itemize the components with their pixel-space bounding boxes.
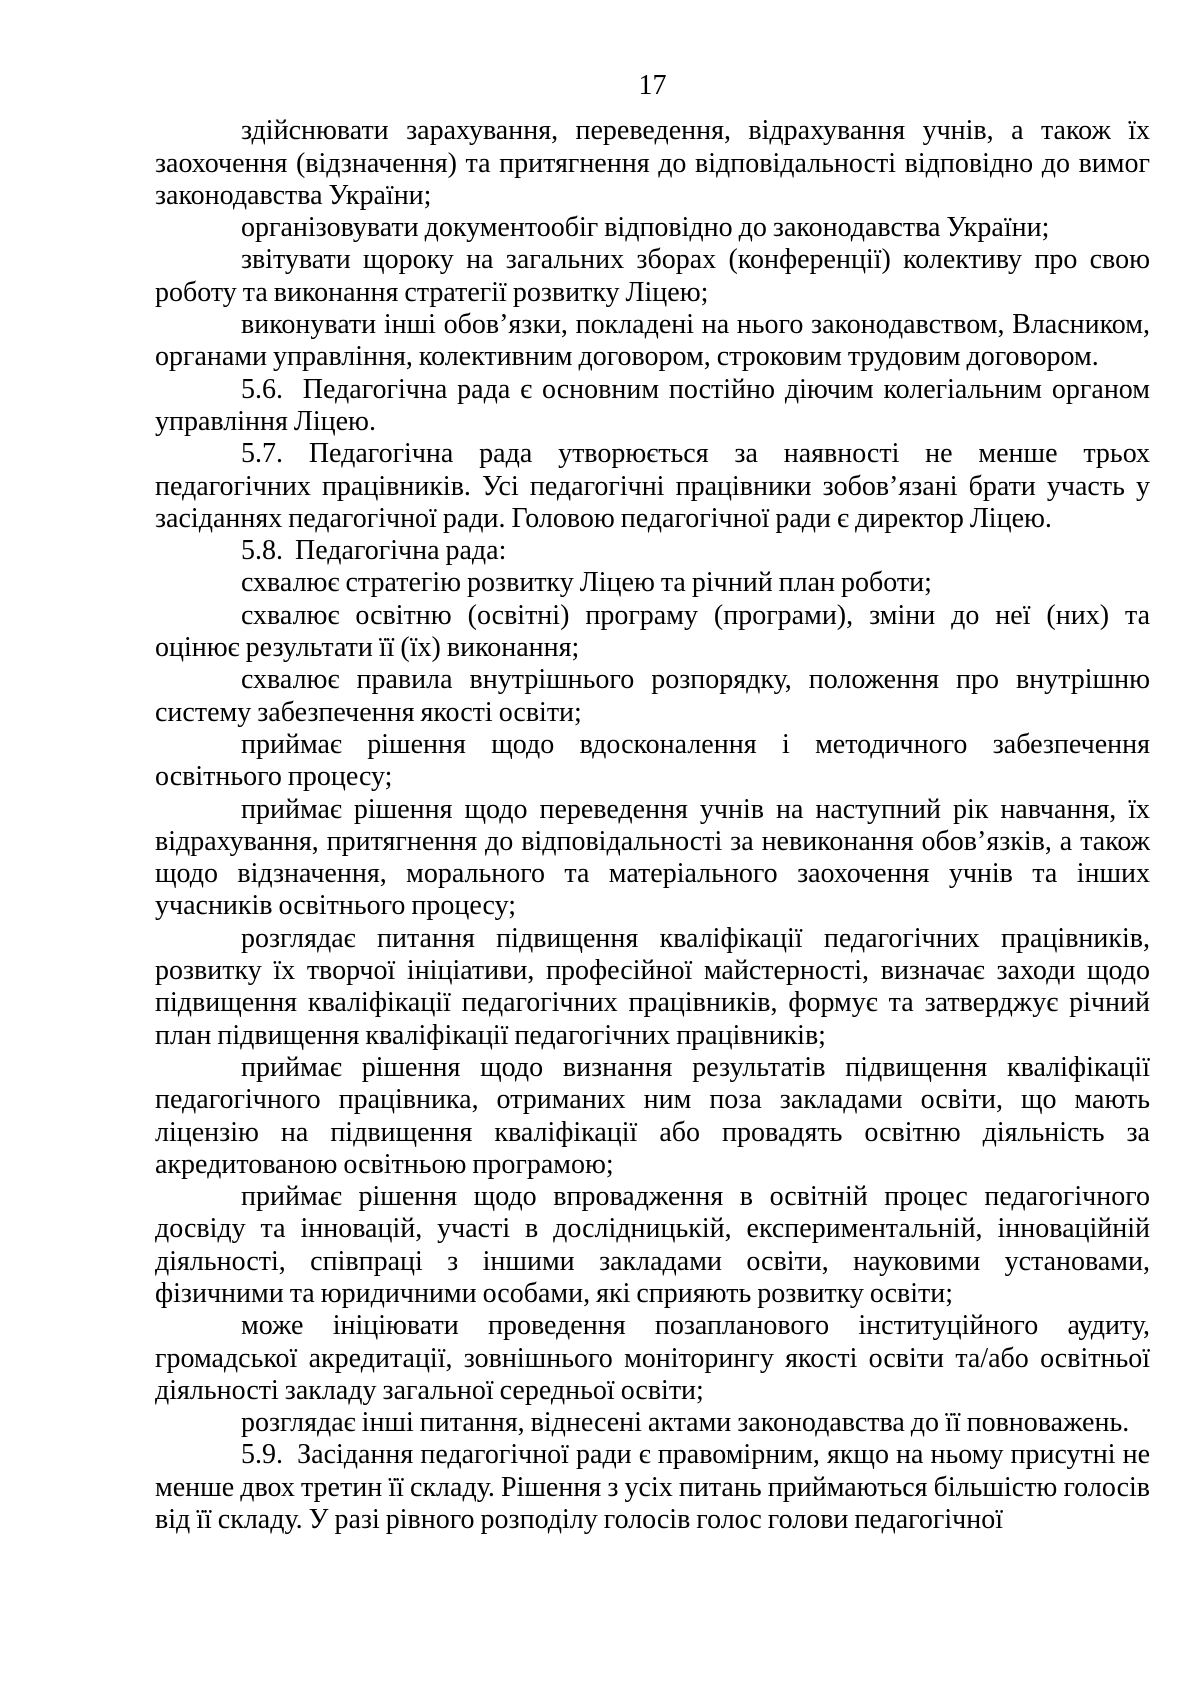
section-5-9: 5.9. Засідання педагогічної ради є правомірним, якщо на ньому присутні не менше двох третин її складу. Рішення з усіх питань приймаються більшістю голосів від її складу. У разі рівного розподілу голосів голос голови педагогічної — [155, 1439, 1150, 1536]
paragraph: організовувати документообіг відповідно до законодавства України; — [241, 212, 1050, 244]
paragraph: звітувати щороку на загальних зборах (конференції) колективу про свою роботу та виконання стратегії розвитку Ліцею; — [155, 244, 1150, 308]
paragraph: здійснювати зарахування, переведення, відрахування учнів, а також їх заохочення (відзначення) та притягнення до відповідальності відповідно до вимог законодавства України; — [155, 115, 1150, 211]
page-number: 17 — [638, 70, 667, 101]
body-text — [155, 115, 1150, 1536]
paragraph: приймає рішення щодо впровадження в освітній процес педагогічного досвіду та інновацій, участі в дослідницькій, експериментальній, інноваційній діяльності, співпраці з іншими закладами освіти, науковими установами, фізичними та юридичними особами, які сприяють розвитку освіти; — [155, 1181, 1150, 1309]
section-5-8: 5.8. Педагогічна рада: — [241, 535, 507, 567]
paragraph: приймає рішення щодо переведення учнів на наступний рік навчання, їх відрахування, притягнення до відповідальності за невиконання обов’язків, а також щодо відзначення, морального та матеріального заохочення учнів та інших учасників освітнього процесу; — [155, 793, 1150, 922]
paragraph: розглядає інші питання, віднесені актами законодавства до її повноважень. — [241, 1407, 1130, 1439]
page-content — [155, 70, 1150, 1536]
paragraph: приймає рішення щодо вдосконалення і методичного забезпечення освітнього процесу; — [155, 728, 1150, 793]
paragraph: схвалює стратегію розвитку Ліцею та річний план роботи; — [241, 567, 932, 599]
paragraph: схвалює освітню (освітні) програму (програми), зміни до неї (них) та оцінює результати її (їх) виконання; — [155, 599, 1150, 664]
section-5-6: 5.6. Педагогічна рада є основним постійно діючим колегіальним органом управління Ліцею. — [155, 373, 1150, 437]
paragraph: приймає рішення щодо визнання результатів підвищення кваліфікації педагогічного працівника, отриманих ним поза закладами освіти, що мають ліцензію на підвищення кваліфікації або провадять освітню діяльність за акредитованою освітньою програмою; — [155, 1051, 1150, 1180]
paragraph: виконувати інші обов’язки, покладені на нього законодавством, Власником, органами управління, колективним договором, строковим трудовим договором. — [155, 309, 1150, 373]
paragraph: схвалює правила внутрішнього розпорядку, положення про внутрішню систему забезпечення якості освіти; — [155, 664, 1150, 728]
section-5-7: 5.7. Педагогічна рада утворюється за наявності не менше трьох педагогічних працівників. Усі педагогічні працівники зобов’язані брати участь у засіданнях педагогічної ради. Головою педагогічної ради є директор Ліцею. — [155, 438, 1150, 534]
paragraph: розглядає питання підвищення кваліфікації педагогічних працівників, розвитку їх творчої ініціативи, професійної майстерності, визначає заходи щодо підвищення кваліфікації педагогічних працівників, формує та затверджує річний план підвищення кваліфікації педагогічних працівників; — [155, 922, 1150, 1051]
paragraph: може ініціювати проведення позапланового інституційного аудиту, громадської акредитації, зовнішнього моніторингу якості освіти та/або освітньої діяльності закладу загальної середньої освіти; — [155, 1310, 1150, 1406]
